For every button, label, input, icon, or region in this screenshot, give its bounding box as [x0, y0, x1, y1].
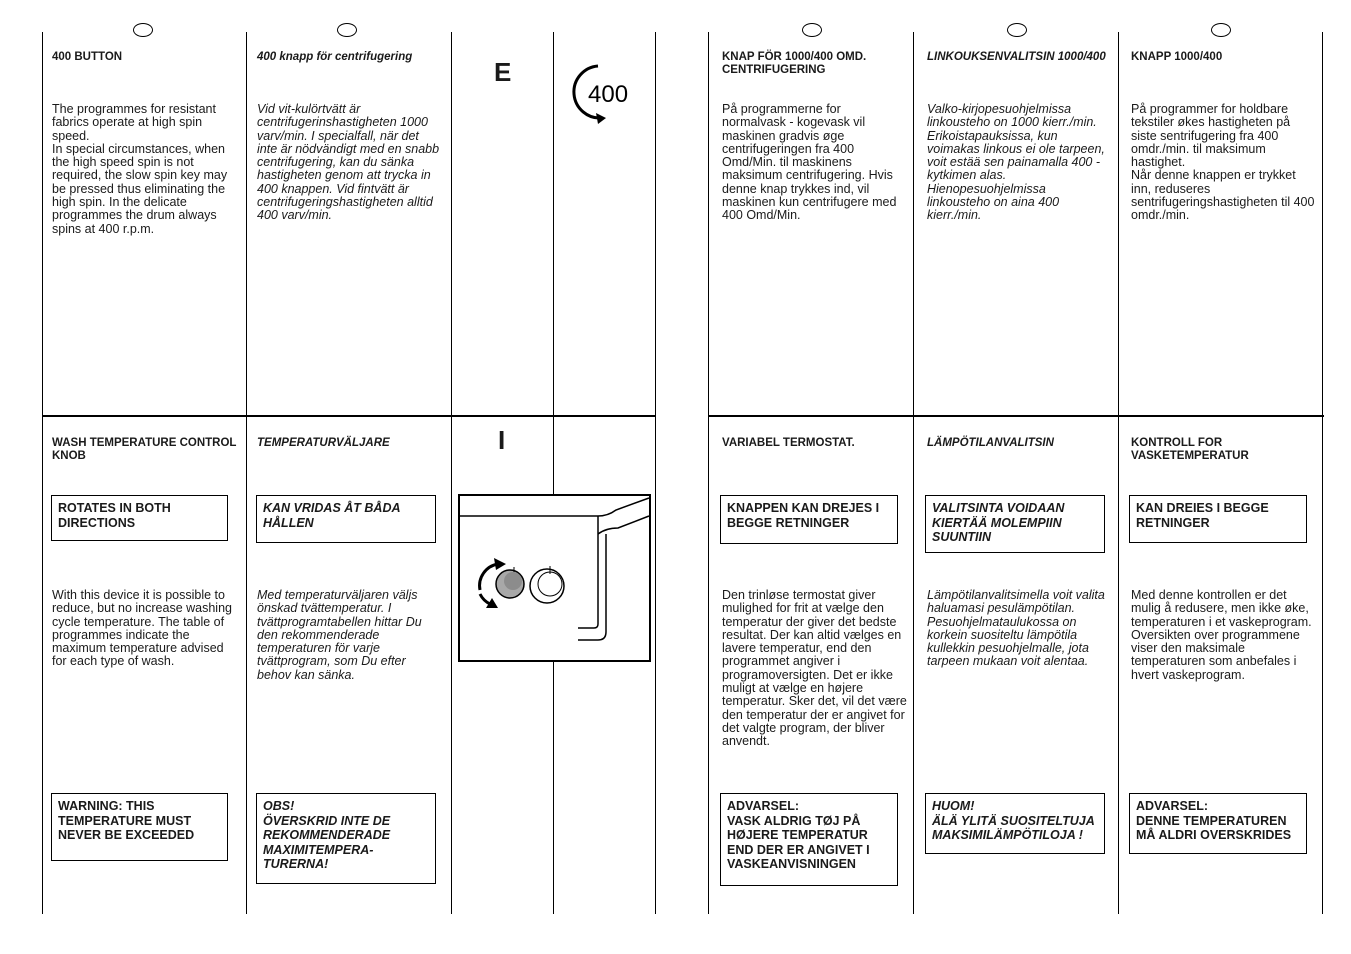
sv-temp-title: TEMPERATURVÄLJARE	[257, 437, 390, 449]
column-divider	[451, 32, 452, 914]
section-letter-e: E	[494, 57, 512, 87]
temperature-knob-illustration	[458, 494, 652, 664]
sv-rotate-box: KAN VRIDAS ÅT BÅDA HÅLLEN	[256, 495, 436, 543]
column-divider	[708, 32, 709, 914]
column-divider	[42, 32, 43, 914]
da-rotate-box: KNAPPEN KAN DREJES I BEGGE RETNINGER	[720, 495, 898, 544]
en-warning-box: WARNING: THIS TEMPERATURE MUST NEVER BE EXCEEDED	[51, 793, 228, 861]
en-rotate-box: ROTATES IN BOTH DIRECTIONS	[51, 495, 228, 541]
spin-400-label: 400	[588, 81, 629, 108]
da-warning-box: ADVARSEL: VASK ALDRIG TØJ PÅ HØJERE TEMPERATUR END DER ER ANGIVET I VASKEANVISNINGEN	[720, 793, 898, 886]
da-spin-title: KNAP FÖR 1000/400 OMD. CENTRIFUGERING	[722, 51, 867, 76]
column-marker-circle	[802, 23, 822, 37]
fi-spin-body: Valko-kirjopesuohjelmissa linkousteho on 1000 kierr./min. Erikoistapauksissa, kun voimakas linkous ei ole tarpeen, voit estää sen painamalla 400 -kytkimen alas. Hienopesuohjelmissa linkousteho on aina 400 kierr./min.	[927, 102, 1105, 223]
no-temp-body: Med denne kontrollen er det mulig å redusere, men ikke øke, temperaturen i et vaskeprogram. Oversikten over programmene viser den maksimale temperaturen som anbefales i hvert vaskeprogram.	[1131, 588, 1312, 682]
spin-400-icon	[568, 60, 640, 126]
section-divider	[42, 415, 656, 417]
column-divider	[553, 32, 554, 914]
da-temp-title: VARIABEL TERMOSTAT.	[722, 437, 855, 449]
sv-spin-body: Vid vit-kulörtvätt är centrifugerinshastigheten 1000 varv/min. I specialfall, när det inte är nödvändigt med en snabb centrifugering, kan du sänka hastigheten genom att trycka in 400 knappen. Vid fintvätt är centrifugeringshastigheten alltid 400 varv/min.	[257, 102, 440, 223]
en-temp-title: WASH TEMPERATURE CONTROL KNOB	[52, 437, 237, 462]
sv-temp-body: Med temperaturväljaren väljs önskad tvättemperatur. I tvättprogramtabellen hittar Du den rekommenderade temperaturen för varje tvättprogram, som Du efter behov kan sänka.	[257, 588, 422, 682]
en-spin-body: The programmes for resistant fabrics operate at high spin speed. In special circumstances, when the high speed spin is not required, the slow spin key may be pressed thus eliminating the high spin. In the delicate programmes the drum always spins at 400 r.p.m.	[52, 102, 228, 236]
section-divider	[708, 415, 1324, 417]
column-marker-circle	[1007, 23, 1027, 37]
no-rotate-box: KAN DREIES I BEGGE RETNINGER	[1129, 495, 1307, 543]
da-temp-body: Den trinløse termostat giver mulighed for frit at vælge den temperatur der giver det bedste resultat. Der kan altid vælges en lavere temperatur, end den programmet angiver i programoversigten. Det er ikke muligt at vælge en højere temperatur. Sker det, vil det være den temperatur der er angivet for det valgte program, der bliver anvendt.	[722, 588, 907, 749]
column-divider	[246, 32, 247, 914]
sv-spin-title: 400 knapp för centrifugering	[257, 51, 413, 63]
no-warning-box: ADVARSEL: DENNE TEMPERATUREN MÅ ALDRI OVERSKRIDES	[1129, 793, 1307, 854]
da-spin-body: På programmerne for normalvask - kogevask vil maskinen gradvis øge centrifugeringen fra 400 Omd/Min. til maskinens maksimum centrifugering. Hvis denne knap trykkes ind, vil maskinen kun centrifugere med 400 Omd/Min.	[722, 102, 897, 223]
column-marker-circle	[1211, 23, 1231, 37]
no-temp-title: KONTROLL FOR VASKETEMPERATUR	[1131, 437, 1249, 462]
section-letter-i: I	[498, 425, 506, 455]
fi-temp-body: Lämpötilanvalitsimella voit valita haluamasi pesulämpötilan. Pesuohjelmataulukossa on korkein suositeltu lämpötila kullekkin pesuohjelmalle, jota tarpeen mukaan voit alentaa.	[927, 588, 1105, 669]
en-temp-body: With this device it is possible to reduce, but no increase washing cycle temperature. The table of programmes indicate the maximum temperature advised for each type of wash.	[52, 588, 232, 669]
column-divider	[913, 32, 914, 914]
fi-spin-title: LINKOUKSENVALITSIN 1000/400	[927, 51, 1106, 63]
column-divider	[655, 32, 656, 914]
fi-rotate-box: VALITSINTA VOIDAAN KIERTÄÄ MOLEMPIIN SUUNTIIN	[925, 495, 1105, 553]
sv-warning-box: OBS! ÖVERSKRID INTE DE REKOMMENDERADE MAXIMITEMPERA-TURERNA!	[256, 793, 436, 884]
fi-warning-box: HUOM! ÄLÄ YLITÄ SUOSITELTUJA MAKSIMILÄMPÖTILOJA !	[925, 793, 1105, 854]
no-spin-body: På programmer for holdbare tekstiler økes hastigheten på siste sentrifugering fra 400 omdr./min. til maksimum hastighet. Når denne knappen er trykket inn, reduseres sentrifugeringshastigheten til 400 omdr./min.	[1131, 102, 1315, 223]
column-divider	[1118, 32, 1119, 914]
fi-temp-title: LÄMPÖTILANVALITSIN	[927, 437, 1054, 449]
column-marker-circle	[337, 23, 357, 37]
column-divider	[1322, 32, 1323, 914]
no-spin-title: KNAPP 1000/400	[1131, 51, 1223, 63]
column-marker-circle	[133, 23, 153, 37]
en-spin-title: 400 BUTTON	[52, 51, 123, 63]
